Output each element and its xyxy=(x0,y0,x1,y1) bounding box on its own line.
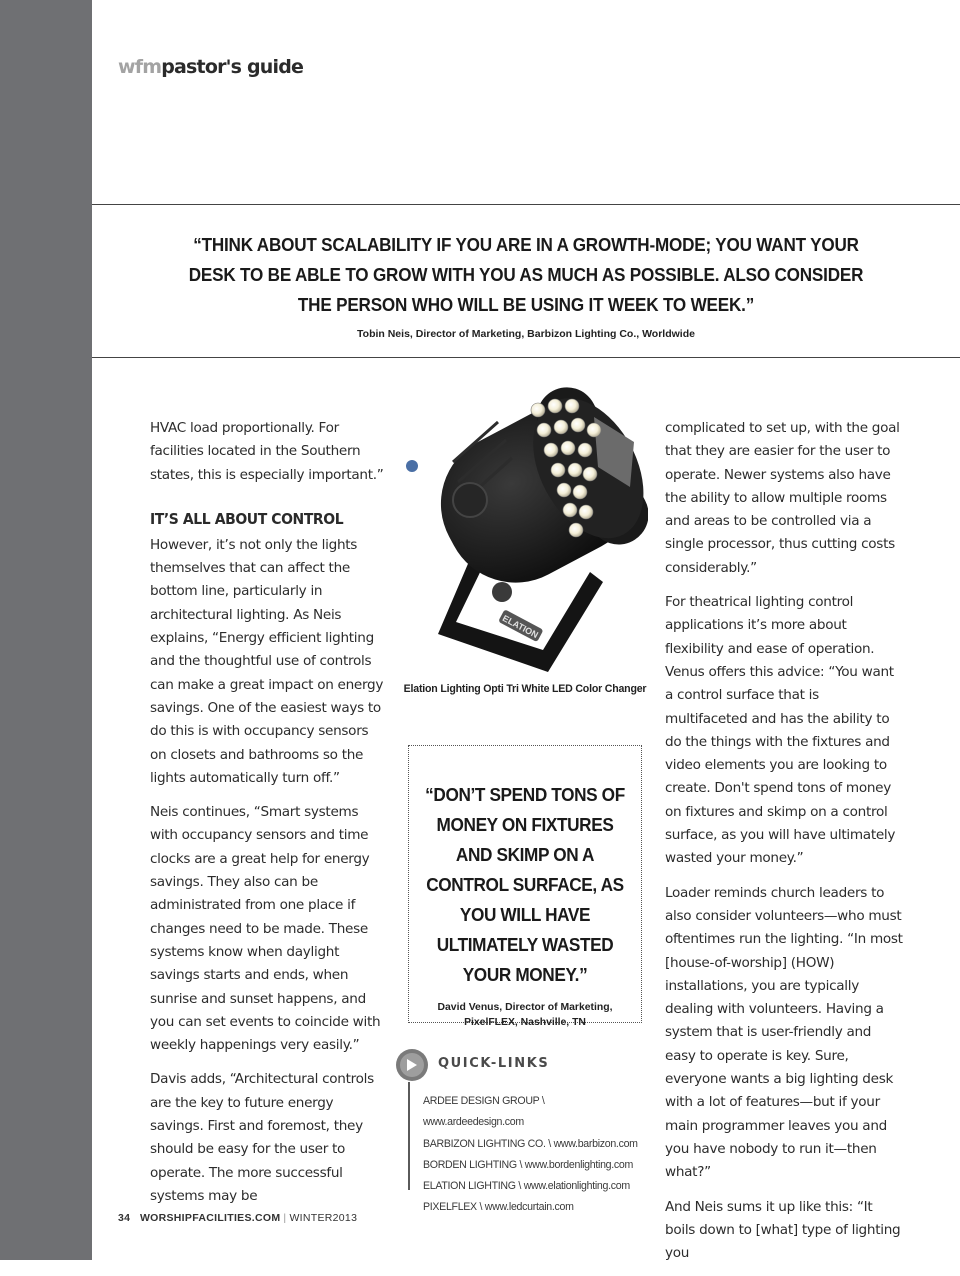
quick-links-arrow-icon xyxy=(395,1048,429,1082)
quick-link-item[interactable] xyxy=(423,1197,645,1218)
quick-link-item[interactable] xyxy=(423,1091,645,1134)
company-name: ARDEE DESIGN GROUP xyxy=(423,1095,540,1107)
company-url[interactable]: www.bordenlighting.com xyxy=(524,1158,634,1171)
quick-link-item[interactable] xyxy=(423,1155,645,1176)
led-fixture-photo xyxy=(398,382,648,678)
left-margin-bar xyxy=(0,0,92,1260)
company-name: ELATION LIGHTING xyxy=(423,1180,516,1193)
link-separator: \ xyxy=(548,1137,551,1150)
link-separator: \ xyxy=(518,1180,522,1193)
page-number: 34 xyxy=(118,1212,131,1224)
quick-links xyxy=(395,1046,645,1214)
footer-issue: WINTER2013 xyxy=(289,1212,358,1224)
page-footer xyxy=(118,1212,357,1224)
footer-site: WORSHIPFACILITIES.COM xyxy=(139,1212,281,1224)
quick-links-title: QUICK-LINKS xyxy=(438,1056,550,1071)
top-pull-quote xyxy=(92,204,960,358)
link-separator: \ xyxy=(541,1095,545,1107)
callout-quote-box xyxy=(408,745,642,1028)
paragraph: For theatrical lighting control applications it’s more about flexibility and ease of operation. Venus offers this advice: “You want a control surface that is multifaceted and has the ability to do the things with the fixtures and video elements you are looking to create. Don't spend tons of money on fixtures and skimp on a control surface, as you will have ultimately wasted your money.” xyxy=(665,594,896,867)
quick-link-item[interactable] xyxy=(423,1176,645,1197)
section-subhead: IT’S ALL ABOUT CONTROL xyxy=(150,509,344,528)
paragraph: HVAC load proportionally. For facilities located in the Southern states, this is especially important.” xyxy=(150,420,384,483)
callout-attribution-line: PixelFLEX, Nashville, TN xyxy=(464,1017,586,1028)
company-url[interactable]: www.barbizon.com xyxy=(553,1137,638,1150)
company-name: PIXELFLEX xyxy=(423,1201,477,1214)
masthead xyxy=(118,56,303,78)
article-column-left xyxy=(150,417,386,1219)
footer-divider: | xyxy=(283,1212,287,1224)
quick-link-item[interactable] xyxy=(423,1134,645,1155)
top-pull-quote-text: “THINK ABOUT SCALABILITY IF YOU ARE IN A GROWTH-MODE; YOU WANT YOUR DESK TO BE ABLE TO GROW WITH YOU AS MUCH AS POSSIBLE. ALSO CONSIDER THE PERSON WHO WILL BE USING IT WEEK TO WEEK.” xyxy=(188,235,864,315)
callout-attribution-line: David Venus, Director of Marketing, xyxy=(437,1002,613,1013)
company-url[interactable]: www.elationlighting.com xyxy=(523,1180,630,1193)
company-url[interactable]: www.ledcurtain.com xyxy=(484,1201,574,1214)
masthead-section: pastor's guide xyxy=(161,56,304,78)
company-url[interactable]: www.ardeedesign.com xyxy=(423,1116,524,1129)
top-pull-quote-attribution: Tobin Neis, Director of Marketing, Barbizon Lighting Co., Worldwide xyxy=(357,328,695,340)
article-column-right xyxy=(665,417,905,1276)
callout-quote-text: “DON’T SPEND TONS OF MONEY ON FIXTURES AND SKIMP ON A CONTROL SURFACE, AS YOU WILL HAVE ULTIMATELY WASTED YOUR MONEY.” xyxy=(425,784,625,985)
paragraph: complicated to set up, with the goal that they are easier for the user to operate. Newer systems also have the ability to allow multiple rooms and areas to be controlled via a single processor, thus cutting costs considerably.” xyxy=(665,420,900,576)
paragraph: Neis continues, “Smart systems with occupancy sensors and time clocks are a great help for energy savings. They also can be administrated from one place if changes need to be made. These systems know when daylight savings starts and ends, when sunrise and sunset happens, and you can set events to coincide with weekly happenings very easily.” xyxy=(150,804,381,1054)
quick-links-list xyxy=(423,1091,645,1219)
photo-caption: Elation Lighting Opti Tri White LED Color Changer xyxy=(403,683,647,695)
company-name: BORDEN LIGHTING xyxy=(423,1158,517,1171)
paragraph: Loader reminds church leaders to also consider volunteers—who must oftentimes run the lighting. “In most [house-of-worship] (HOW) installations, you are typically dealing with volunteers. Having a system that is user-friendly and easy to operate is key. Sure, everyone wants a big lighting desk with a lot of features—but if your main programmer leaves you and you have nobody to run it—then what?” xyxy=(665,884,903,1181)
paragraph: However, it’s not only the lights themselves that can affect the bottom line, particularly in architectural lighting. As Neis explains, “Energy efficient lighting and the thoughtful use of controls can make a great impact on energy savings. One of the easiest ways to do this is with occupancy sensors on closets and bathrooms so the lights automatically turn off.” xyxy=(150,536,384,786)
paragraph: Davis adds, “Architectural controls are the key to future energy savings. First and foremost, they should be easy for the user to operate. The more successful systems may be xyxy=(150,1071,374,1204)
link-separator: \ xyxy=(479,1201,483,1214)
callout-attribution xyxy=(409,1000,641,1030)
link-separator: \ xyxy=(519,1158,523,1171)
fixture-brand-label: ELATION xyxy=(500,613,540,641)
quick-links-rule xyxy=(408,1082,410,1190)
company-name: BARBIZON LIGHTING CO. xyxy=(423,1137,546,1150)
masthead-brand: wfm xyxy=(118,56,162,78)
paragraph: And Neis sums it up like this: “It boils down to [what] type of lighting you xyxy=(665,1198,901,1262)
